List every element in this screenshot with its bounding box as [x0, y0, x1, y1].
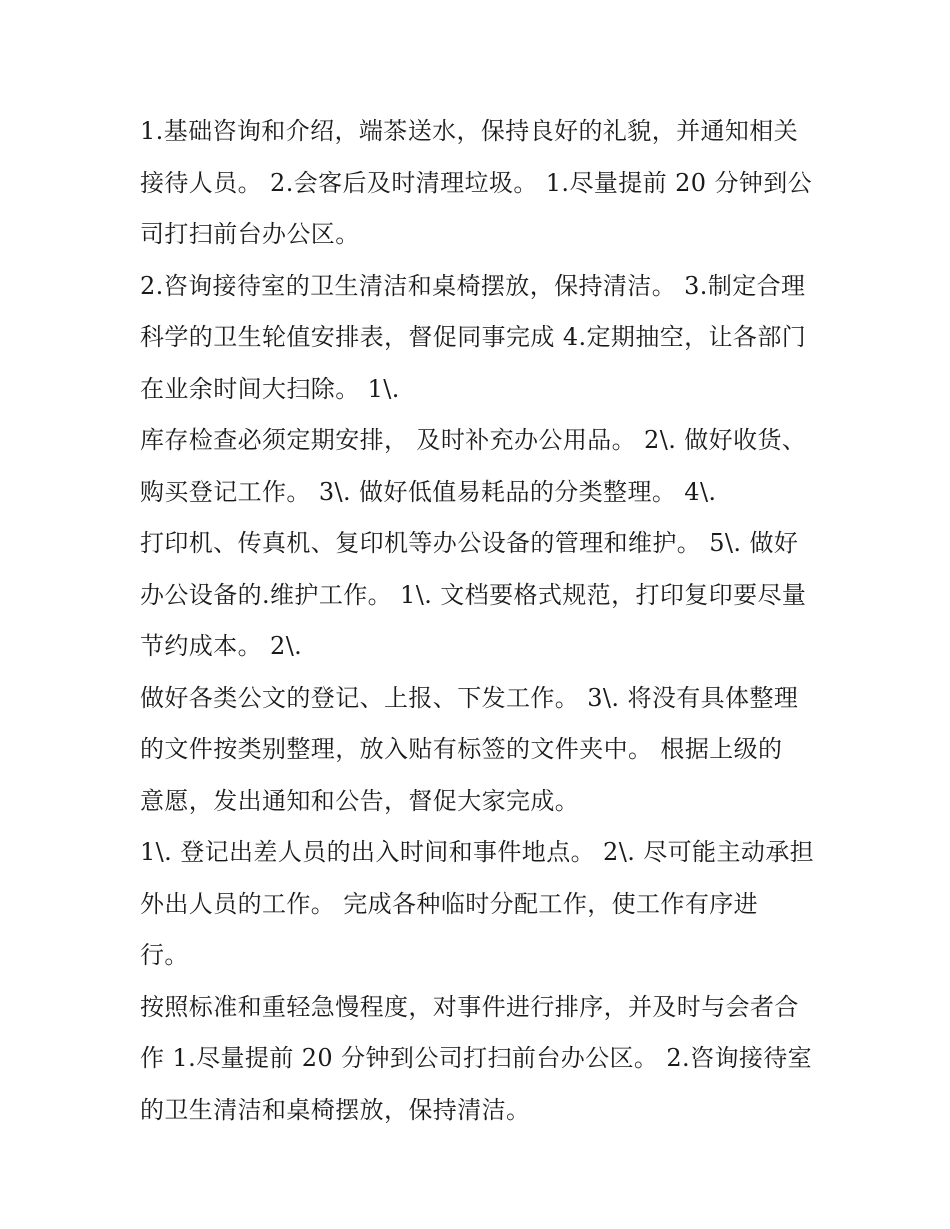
text-line: 接待人员。 2.会客后及时清理垃圾。 1.尽量提前 20 分钟到公: [140, 168, 813, 197]
text-line: 节约成本。 2\.: [140, 632, 303, 660]
text-line: 2.咨询接待室的卫生清洁和桌椅摆放，保持清洁。 3.制定合理: [140, 271, 806, 300]
text-line: 做好各类公文的登记、上报、下发工作。 3\. 将没有具体整理: [140, 683, 799, 712]
text-line: 的文件按类别整理，放入贴有标签的文件夹中。 根据上级的: [140, 735, 783, 763]
text-line: 意愿，发出通知和公告，督促大家完成。: [140, 786, 580, 815]
text-line: 打印机、传真机、复印机等办公设备的管理和维护。 5\. 做好: [140, 529, 799, 557]
text-line: 作 1.尽量提前 20 分钟到公司打扫前台办公区。 2.咨询接待室: [140, 1044, 813, 1072]
text-line: 行。: [140, 941, 189, 969]
text-line: 科学的卫生轮值安排表，督促同事完成 4.定期抽空，让各部门: [140, 323, 807, 351]
text-line: 购买登记工作。 3\. 做好低值易耗品的分类整理。 4\.: [140, 477, 717, 506]
text-line: 按照标准和重轻急慢程度，对事件进行排序，并及时与会者合: [140, 992, 799, 1021]
text-line: 1.基础咨询和介绍，端茶送水，保持良好的礼貌，并通知相关: [140, 117, 799, 145]
text-line: 1\. 登记出差人员的出入时间和事件地点。 2\. 尽可能主动承担: [140, 838, 815, 866]
text-line: 在业余时间大扫除。 1\.: [140, 374, 400, 403]
text-line: 库存检查必须定期安排， 及时补充办公用品。 2\. 做好收货、: [140, 426, 807, 454]
body-text: [140, 106, 840, 1136]
text-line: 办公设备的.维护工作。 1\. 文档要格式规范，打印复印要尽量: [140, 580, 807, 609]
text-line: 的卫生清洁和桌椅摆放，保持清洁。: [140, 1095, 531, 1124]
text-line: 外出人员的工作。 完成各种临时分配工作，使工作有序进: [140, 889, 759, 918]
text-line: 司打扫前台办公区。: [140, 220, 360, 248]
